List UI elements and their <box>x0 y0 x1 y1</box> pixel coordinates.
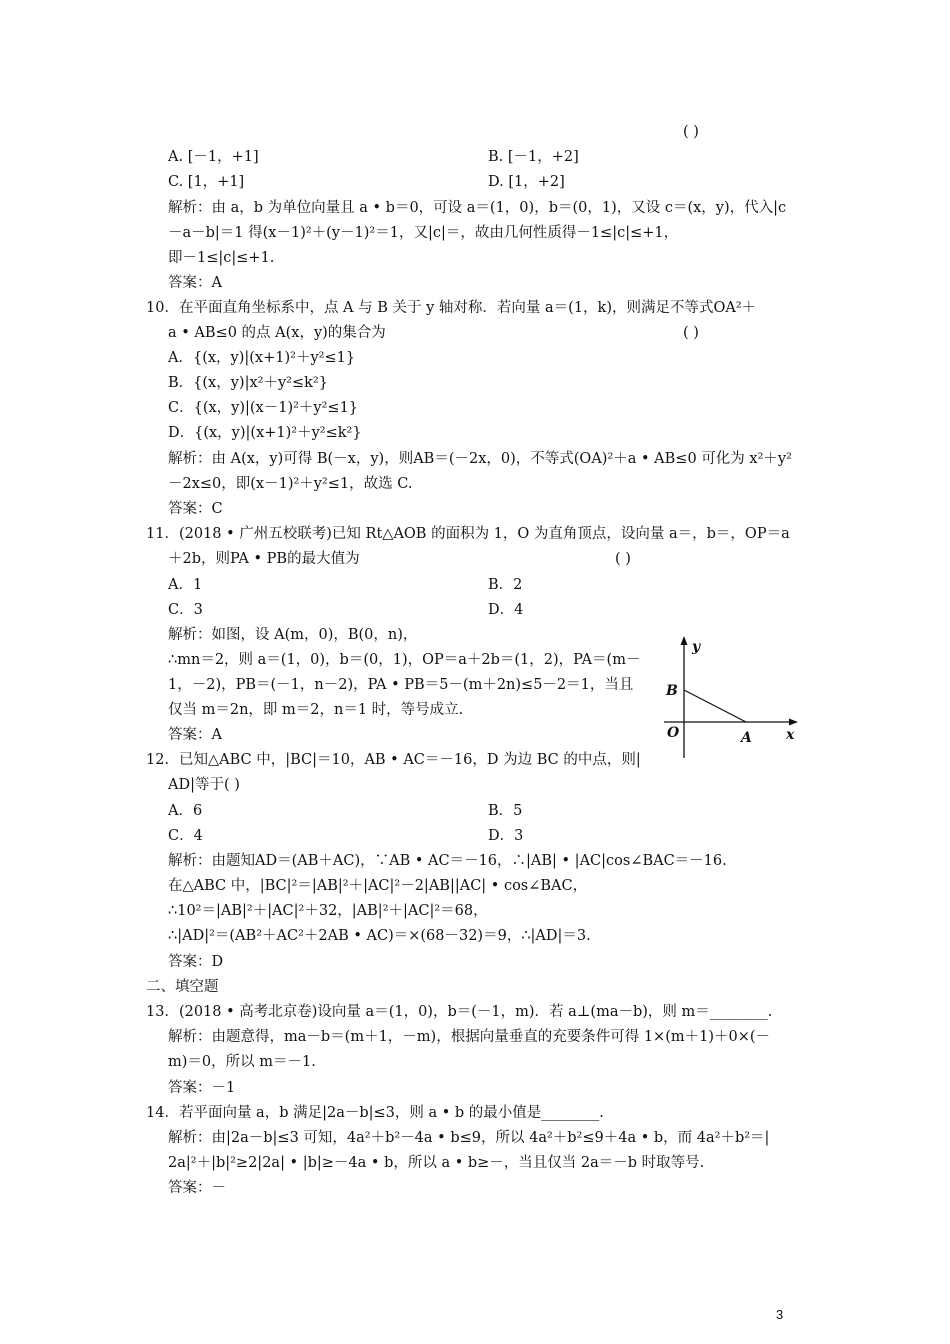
q10-answer-paren: ( ) <box>683 325 699 341</box>
q14-stem: 14．若平面向量 a，b 满足|2a－b|≤3，则 a • b 的最小值是________. <box>146 1105 604 1121</box>
page-number: 3 <box>776 1307 784 1322</box>
q10-option-d: D．{(x，y)|(x+1)²＋y²≤k²} <box>168 425 362 441</box>
q10-option-b: B．{(x，y)|x²＋y²≤k²} <box>168 375 328 391</box>
y-axis-label: y <box>692 639 701 655</box>
q13-analysis-line: 解析：由题意得，ma－b＝(m＋1，－m)，根据向量垂直的充要条件可得 1×(m＋1)＋0×(－ <box>168 1029 771 1045</box>
segment-ab <box>684 690 746 722</box>
q14-analysis-line: 2a|²＋|b|²≥2|2a| • |b|≥－4a • b，所以 a • b≥－，当且仅当 2a＝－b 时取等号. <box>168 1155 705 1171</box>
point-b-label: B <box>666 683 678 699</box>
q12-analysis-line: ∴10²＝|AB|²＋|AC|²＋32，|AB|²＋|AC|²＝68， <box>168 903 488 919</box>
x-axis-arrow <box>789 719 798 726</box>
q10-analysis-line: －2x≤0，即(x－1)²＋y²≤1，故选 C. <box>168 476 413 492</box>
q13-answer: 答案：－1 <box>168 1080 236 1096</box>
q9-analysis-line: －a－b|＝1 得(x－1)²＋(y－1)²＝1，又|c|＝，故由几何性质得－1≤|c|≤+1， <box>168 225 679 241</box>
y-axis-arrow <box>681 636 688 645</box>
q12-answer: 答案：D <box>168 954 224 970</box>
q12-analysis-line: 解析：由题知AD＝(AB＋AC)，∵AB • AC＝－16，∴|AB| • |AC|cos∠BAC＝－16. <box>168 853 727 869</box>
x-axis-label: x <box>786 727 795 743</box>
q10-option-c: C．{(x，y)|(x－1)²＋y²≤1} <box>168 400 359 416</box>
q9-option-c: C. [1，+1] <box>168 174 245 190</box>
q12-option-d: D．3 <box>488 828 524 844</box>
q10-analysis-line: 解析：由 A(x，y)可得 B(－x，y)，则AB＝(－2x，0)，不等式(OA)²＋a • AB≤0 可化为 x²＋y² <box>168 451 792 467</box>
q12-stem: 12．已知△ABC 中，|BC|＝10，AB • AC＝－16，D 为边 BC 的中点，则| <box>146 752 641 768</box>
q10-answer: 答案：C <box>168 501 223 517</box>
coordinate-figure <box>656 632 806 762</box>
q10-option-a: A．{(x，y)|(x+1)²＋y²≤1} <box>168 350 356 366</box>
top-answer-paren: ( ) <box>683 124 699 140</box>
origin-label: O <box>667 725 680 741</box>
q9-option-a: A. [－1，+1] <box>168 149 259 165</box>
q11-option-d: D．4 <box>488 602 524 618</box>
q12-option-b: B．5 <box>488 803 523 819</box>
q11-analysis-line: 1，－2)，PB＝(－1，n－2)，PA • PB＝5－(m＋2n)≤5－2＝1，当且 <box>168 677 634 693</box>
q9-analysis-line: 即－1≤|c|≤+1. <box>168 250 275 266</box>
q13-stem: 13．(2018 • 高考北京卷)设向量 a＝(1，0)，b＝(－1，m)．若 a⊥(ma－b)，则 m＝________. <box>146 1004 773 1020</box>
q12-analysis-line: ∴|AD|²＝(AB²＋AC²＋2AB • AC)＝×(68－32)＝9，∴|AD|＝3. <box>168 928 591 944</box>
q9-answer: 答案：A <box>168 275 222 291</box>
q9-analysis-line: 解析：由 a，b 为单位向量且 a • b＝0，可设 a＝(1，0)，b＝(0，1)，又设 c＝(x，y)，代入|c <box>168 200 787 216</box>
q11-stem: ＋2b，则PA • PB的最大值为 <box>168 551 360 567</box>
q11-answer-paren: ( ) <box>615 551 631 567</box>
q12-option-c: C．4 <box>168 828 203 844</box>
q12-option-a: A．6 <box>168 803 203 819</box>
q9-option-b: B. [－1，+2] <box>488 149 579 165</box>
section-heading: 二、填空题 <box>146 979 219 995</box>
q14-answer: 答案：－ <box>168 1180 226 1196</box>
q11-answer: 答案：A <box>168 727 222 743</box>
q10-stem: 10．在平面直角坐标系中，点 A 与 B 关于 y 轴对称．若向量 a＝(1，k)，则满足不等式OA²＋ <box>146 300 757 316</box>
q11-analysis-line: 仅当 m＝2n，即 m＝2，n＝1 时，等号成立. <box>168 702 464 718</box>
q12-analysis-line: 在△ABC 中，|BC|²＝|AB|²＋|AC|²－2|AB||AC| • cos∠BAC， <box>168 878 588 894</box>
q11-option-b: B．2 <box>488 577 523 593</box>
q11-analysis-line: 解析：如图，设 A(m，0)，B(0，n)， <box>168 627 418 643</box>
q11-analysis-line: ∴mn＝2，则 a＝(1，0)，b＝(0，1)，OP＝a＋2b＝(1，2)，PA＝(m－ <box>168 652 641 668</box>
q11-option-c: C．3 <box>168 602 203 618</box>
q11-stem: 11．(2018 • 广州五校联考)已知 Rt△AOB 的面积为 1，O 为直角顶点，设向量 a＝，b＝，OP＝a <box>146 526 790 542</box>
q14-analysis-line: 解析：由|2a－b|≤3 可知，4a²＋b²－4a • b≤9，所以 4a²＋b²≤9＋4a • b，而 4a²＋b²＝| <box>168 1130 770 1146</box>
q9-option-d: D. [1，+2] <box>488 174 565 190</box>
point-a-label: A <box>741 730 752 746</box>
q12-stem: AD|等于( ) <box>168 777 240 793</box>
q13-analysis-line: m)＝0，所以 m＝－1. <box>168 1054 316 1070</box>
q10-stem: a • AB≤0 的点 A(x，y)的集合为 <box>168 325 386 341</box>
q11-option-a: A．1 <box>168 577 203 593</box>
